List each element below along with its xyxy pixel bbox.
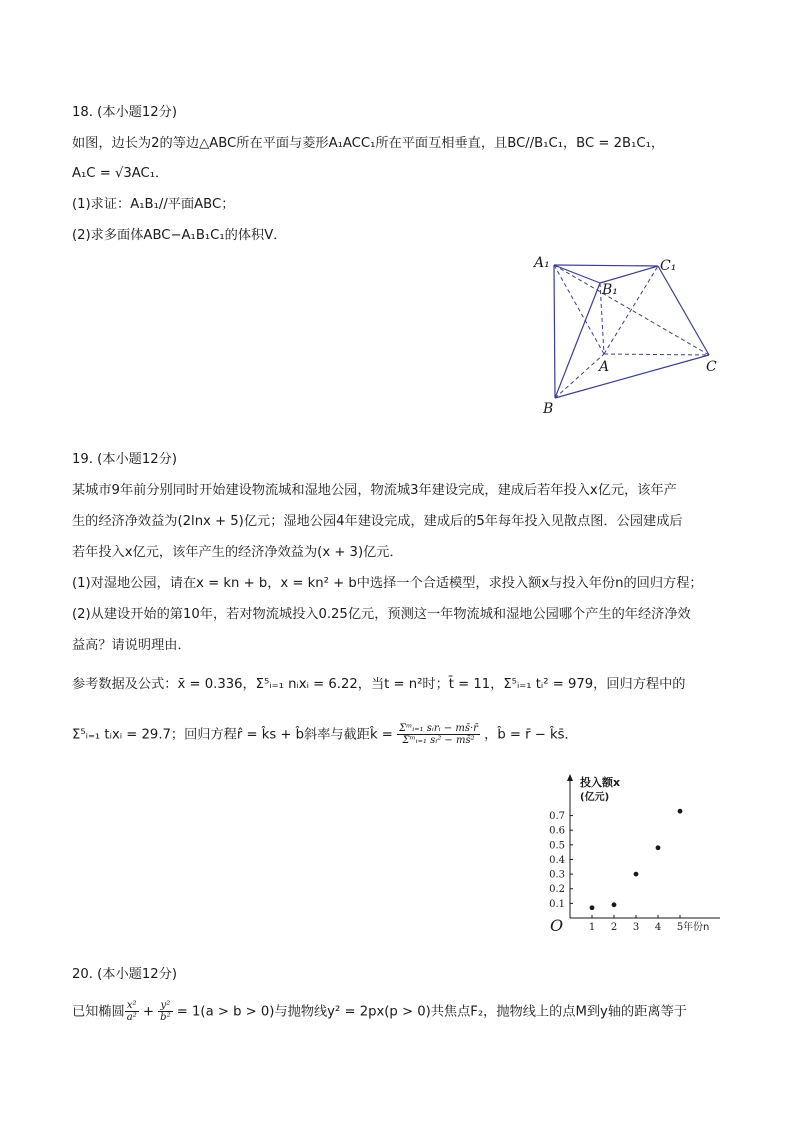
label-A: A xyxy=(599,359,610,375)
ellipse-x-term xyxy=(125,1000,139,1023)
data-point-year-2 xyxy=(612,902,617,907)
q19-part1: (1)对湿地公园，请在x = kn + b，x = kn² + b中选择一个合适模型，求投入额x与投入年份n的回归方程； xyxy=(72,576,703,591)
q19-statement-line3: 若年投入x亿元，该年产生的经济净效益为(x + 3)亿元． xyxy=(72,545,403,560)
slope-formula-numerator: Σᵐᵢ₌₁ sᵢrᵢ − ms̄·r̄ xyxy=(399,723,478,734)
q19-part2-line2: 益高？请说明理由． xyxy=(72,638,191,653)
slope-formula-denominator: Σᵐᵢ₌₁ sᵢ² − ms̄² xyxy=(402,735,475,746)
plus-sign: + xyxy=(138,1004,159,1020)
intercept-formula: ，b̂ = r̄ − k̂s̄． xyxy=(484,727,578,743)
data-point-year-5 xyxy=(678,809,683,814)
ellipse-y-term xyxy=(158,1000,172,1023)
data-point-year-3 xyxy=(634,872,639,877)
q19-reference-line2 xyxy=(72,723,578,746)
x-tick-label-2: 2 xyxy=(610,922,618,933)
q19-reference-line1: 参考数据及公式：x̄ = 0.336，Σ⁵ᵢ₌₁ nᵢxᵢ = 6.22，当t = n²时；t̄ = 11，Σ⁵ᵢ₌₁ tᵢ² = 979，回归方程中的 xyxy=(72,677,686,692)
data-point-year-4 xyxy=(656,845,661,850)
data-point-year-1 xyxy=(590,905,595,910)
ellipse-x-denominator: a² xyxy=(126,1012,137,1023)
reference-sum-and-model: Σ⁵ᵢ₌₁ tᵢxᵢ = 29.7；回归方程r̂ = k̂s + b̂斜率与截距k̂ = xyxy=(72,727,393,743)
ellipse-x-numerator: x² xyxy=(125,1000,139,1012)
edge-A1-A xyxy=(554,265,604,354)
q18-header: 18. (本小题12分) xyxy=(72,105,177,120)
label-A1: A₁ xyxy=(534,255,550,271)
y-tick-label-0.6: 0.6 xyxy=(549,825,565,837)
label-B1: B₁ xyxy=(602,282,618,298)
q19-part2-line1: (2)从建设开始的第10年，若对物流城投入0.25亿元，预测这一年物流城和湿地公园哪个产生的年经济净效 xyxy=(72,607,691,622)
q20-statement-line1 xyxy=(72,1000,687,1023)
y-tick-label-0.4: 0.4 xyxy=(549,854,565,866)
q20-text-start: 已知椭圆 xyxy=(72,1004,125,1020)
q20-text-end: = 1(a > b > 0)与抛物线y² = 2px(p > 0)共焦点F₂，抛物线上的点M到y轴的距离等于 xyxy=(172,1004,687,1020)
edge-A1-C1 xyxy=(554,265,658,266)
y-tick-label-0.5: 0.5 xyxy=(549,840,565,852)
edge-A1-B xyxy=(554,265,555,398)
edge-B-C xyxy=(555,355,709,398)
slope-formula-fraction xyxy=(397,723,480,746)
wetland-investment-scatter-plot xyxy=(530,770,730,935)
label-B: B xyxy=(543,401,554,417)
edge-C1-C xyxy=(658,266,709,355)
q18-part1: (1)求证：A₁B₁//平面ABC； xyxy=(72,197,235,212)
y-axis-arrow xyxy=(567,774,573,781)
edge-A1-B1 xyxy=(554,265,600,283)
edge-B1-B xyxy=(555,283,600,398)
x-tick-label-1: 1 xyxy=(588,922,596,933)
label-C1: C₁ xyxy=(660,258,677,274)
y-axis-unit: (亿元) xyxy=(580,792,610,803)
q20-header: 20. (本小题12分) xyxy=(72,967,177,982)
q18-statement-line1: 如图，边长为2的等边△ABC所在平面与菱形A₁ACC₁所在平面互相垂直，且BC//B₁C₁，BC = 2B₁C₁， xyxy=(72,136,665,151)
y-tick-label-0.7: 0.7 xyxy=(549,811,565,823)
q19-statement-line2: 生的经济净效益为(2lnx + 5)亿元；湿地公园4年建设完成，建成后的5年每年投入见散点图．公园建成后 xyxy=(72,514,683,529)
y-axis-label: 投入额x xyxy=(580,776,621,789)
y-tick-label-0.2: 0.2 xyxy=(549,884,565,896)
x-tick-label-5: 5 xyxy=(676,922,684,933)
x-tick-label-3: 3 xyxy=(632,922,640,933)
q18-part2: (2)求多面体ABC−A₁B₁C₁的体积V． xyxy=(72,228,287,243)
x-axis-label: 年份n xyxy=(683,922,710,933)
q19-header: 19. (本小题12分) xyxy=(72,452,177,467)
origin-label: O xyxy=(550,916,564,935)
ellipse-y-numerator: y² xyxy=(158,1000,172,1012)
y-tick-label-0.3: 0.3 xyxy=(549,869,565,881)
ellipse-y-denominator: b² xyxy=(160,1012,171,1023)
y-tick-label-0.1: 0.1 xyxy=(549,898,565,910)
q19-statement-line1: 某城市9年前分别同时开始建设物流城和湿地公园，物流城3年建设完成，建成后若年投入x亿元，该年产 xyxy=(72,483,677,498)
label-C: C xyxy=(706,359,717,375)
polyhedron-figure xyxy=(520,250,730,420)
edge-A-C xyxy=(604,354,709,355)
x-tick-label-4: 4 xyxy=(654,922,662,933)
q18-statement-line2: A₁C = √3AC₁． xyxy=(72,166,169,181)
